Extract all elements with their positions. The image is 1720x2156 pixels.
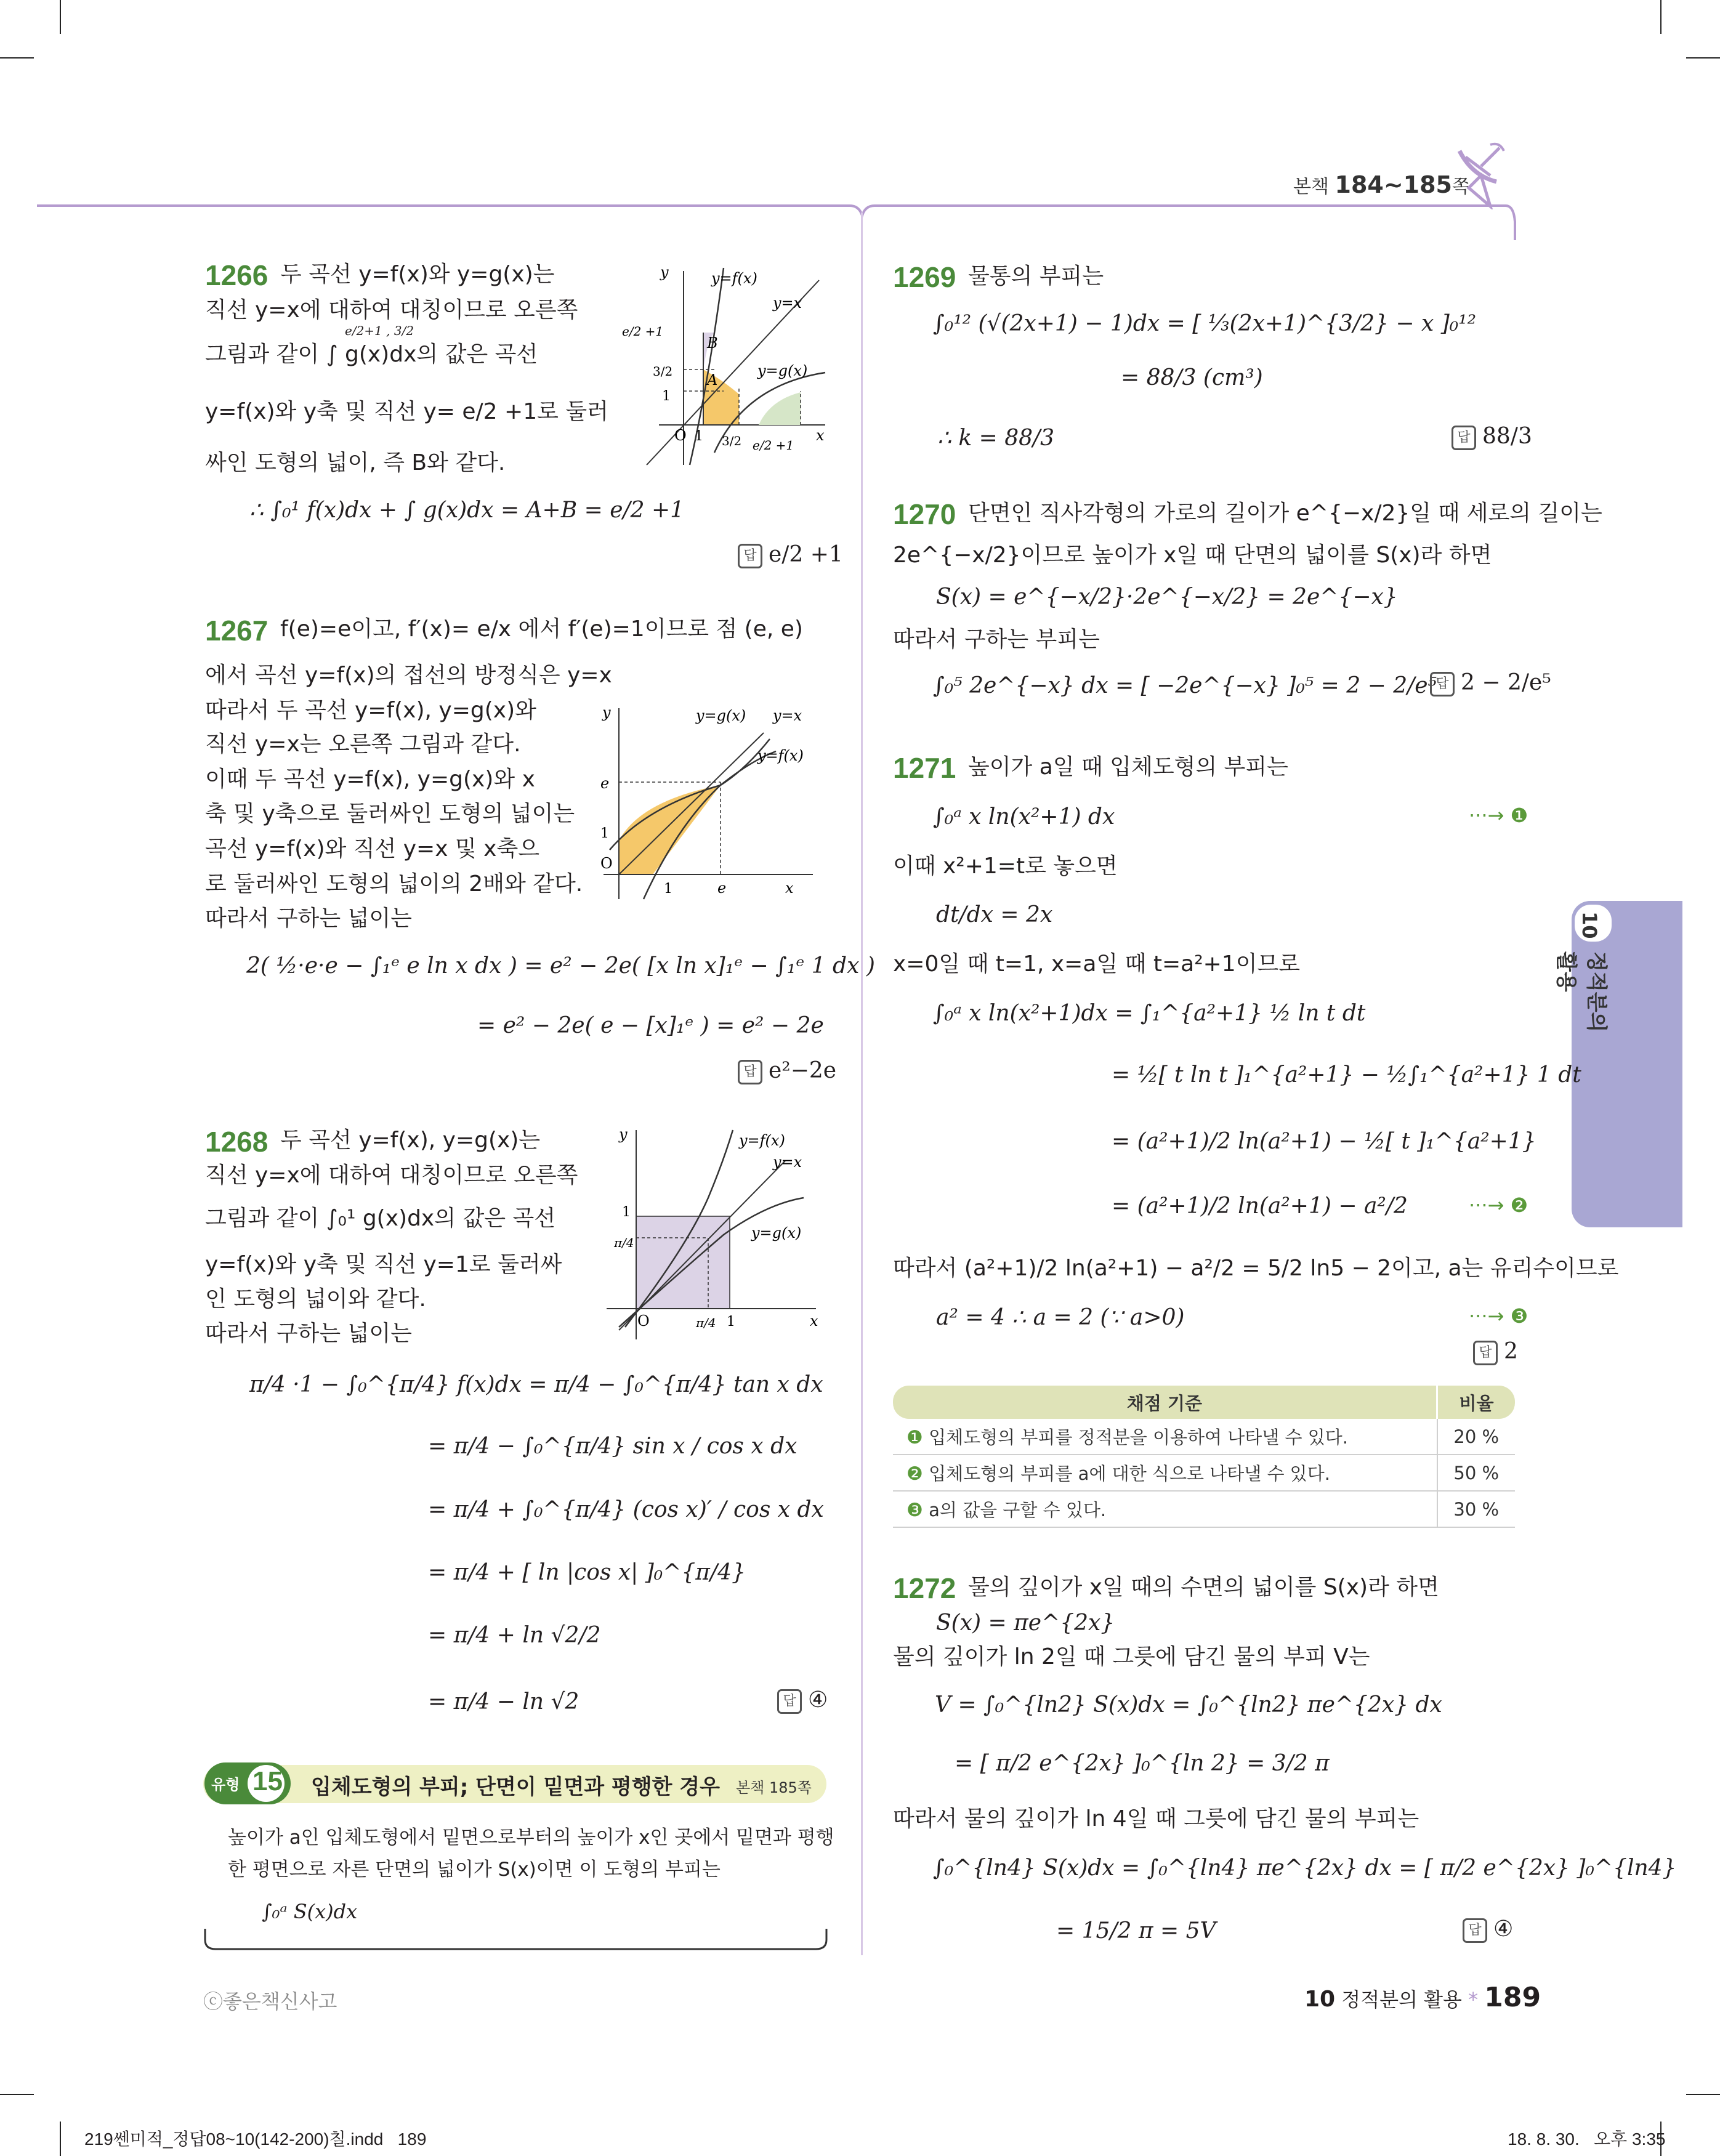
g1267-label-x1: 1 [664, 881, 672, 897]
g1266-label-xt1: 1 [695, 429, 703, 444]
p1269-line2: ∫₀¹² (√(2x+1) − 1)dx = [ ⅓(2x+1)^{3/2} − x ]₀¹² [933, 311, 1477, 336]
scoring-header-row [893, 1386, 1515, 1419]
scoring-criteria-cell [893, 1491, 1437, 1527]
g1266-label-xt2: 3/2 [722, 434, 742, 448]
scoring-mark: ❶ [906, 1427, 923, 1448]
p1266-line2: 직선 y=x에 대하여 대칭이므로 오른쪽 [205, 297, 578, 323]
scoring-table [893, 1386, 1515, 1528]
problem-1272-number: 1272 [893, 1572, 956, 1604]
p1267-line7: 곡선 y=f(x)와 직선 y=x 및 x축으 [205, 836, 540, 862]
g1266-label-yt2: 3/2 [653, 364, 673, 379]
p1268-line2: 직선 y=x에 대하여 대칭이므로 오른쪽 [205, 1163, 578, 1188]
p1270-line1: 단면인 직사각형의 가로의 길이가 e^{−x/2}일 때 세로의 길이는 [968, 501, 1602, 526]
g1267-label-yx: y=x [773, 707, 802, 724]
p1266-answer-value: e/2 +1 [769, 542, 843, 567]
scoring-text: 입체도형의 부피를 a에 대한 식으로 나타낼 수 있다. [929, 1463, 1330, 1484]
p1268-line3: 그림과 같이 ∫₀¹ g(x)dx의 값은 곡선 [205, 1206, 555, 1231]
p1266-answer [738, 542, 843, 568]
p1270-line3: S(x) = e^{−x/2}·2e^{−x/2} = 2e^{−x} [936, 584, 1398, 610]
g1267-label-g: y=g(x) [696, 707, 746, 724]
p1267-line10: 2( ½·e·e − ∫₁ᵉ e ln x dx ) = e² − 2e( [x ln x]₁ᵉ − ∫₁ᵉ 1 dx ) [246, 953, 875, 979]
p1268-eq4: = π/4 + [ ln |cos x| ]₀^{π/4} [428, 1560, 746, 1585]
g1268-label-x1: 1 [727, 1314, 735, 1330]
mark1-value: ❶ [1510, 804, 1528, 827]
p1268-line5: 인 도형의 넓이와 같다. [205, 1286, 426, 1312]
p1271-line9: = (a²+1)/2 ln(a²+1) − a²/2 [1112, 1193, 1408, 1219]
p1271-answer-value: 2 [1504, 1339, 1518, 1364]
type-15-title: 입체도형의 부피; 단면이 밑면과 평행한 경우 [311, 1775, 720, 1799]
g1268-label-ypi4: π/4 [614, 1235, 634, 1250]
g1266-label-x: x [816, 427, 825, 444]
type-15-line3: ∫₀ᵃ S(x)dx [262, 1900, 358, 1923]
p1271-mark1: ···→ ❶ [1469, 804, 1528, 827]
g1268-label-xpi4: π/4 [696, 1315, 716, 1330]
g1266-label-y: y [660, 264, 669, 281]
g1268-label-x: x [810, 1312, 818, 1330]
g1268-label-y1: 1 [622, 1205, 631, 1220]
p1267-answer-value: e²−2e [769, 1058, 837, 1083]
p1268-graph [600, 1124, 828, 1352]
p1272-answer-value: ④ [1493, 1916, 1514, 1942]
mark3-value: ❸ [1510, 1304, 1528, 1328]
p1270-line5: ∫₀⁵ 2e^{−x} dx = [ −2e^{−x} ]₀⁵ = 2 − 2/e⁵ [933, 673, 1437, 698]
problem-1267-number: 1267 [205, 615, 268, 647]
p1267-line5: 이때 두 곡선 y=f(x), y=g(x)와 x [205, 767, 535, 792]
p1272-line2: S(x) = πe^{2x} [936, 1610, 1115, 1636]
g1267-label-f: y=f(x) [757, 747, 804, 764]
scoring-row [893, 1491, 1515, 1527]
footer-date: 18. 8. 30. 오후 3:35 [1508, 2130, 1666, 2149]
p1266-line4: y=f(x)와 y축 및 직선 y= e/2 +1로 둘러 [205, 399, 608, 424]
problem-1271-number: 1271 [893, 752, 956, 784]
p1272-line1: 물의 깊이가 x일 때의 수면의 넓이를 S(x)라 하면 [968, 1575, 1439, 1600]
p1269-line4: ∴ k = 88/3 [937, 426, 1055, 451]
answer-icon: 답 [738, 544, 762, 568]
p1268-answer [777, 1687, 828, 1714]
type-15-bracket [203, 1928, 828, 1952]
p1271-line4: dt/dx = 2x [936, 902, 1053, 927]
p1268-eq6: = π/4 − ln √2 [428, 1689, 579, 1714]
scoring-text: a의 값을 구할 수 있다. [929, 1500, 1107, 1520]
p1267-line2: 에서 곡선 y=f(x)의 접선의 방정식은 y=x [205, 663, 612, 688]
p1268-line1: 두 곡선 y=f(x), y=g(x)는 [280, 1128, 541, 1153]
type-15-ref: 본책 185쪽 [736, 1779, 812, 1796]
g1266-label-yt3: 1 [662, 389, 671, 404]
scoring-criteria-cell [893, 1455, 1437, 1491]
p1272-line8: = 15/2 π = 5V [1056, 1918, 1216, 1944]
p1272-line4: V = ∫₀^{ln2} S(x)dx = ∫₀^{ln2} πe^{2x} dx [935, 1692, 1442, 1718]
p1267-line3: 따라서 두 곡선 y=f(x), y=g(x)와 [205, 698, 536, 723]
g1268-label-f: y=f(x) [739, 1132, 785, 1149]
p1268-eq2: = π/4 − ∫₀^{π/4} sin x / cos x dx [428, 1434, 797, 1459]
p1268-line4: y=f(x)와 y축 및 직선 y=1로 둘러싸 [205, 1252, 562, 1277]
answer-icon: 답 [777, 1689, 802, 1714]
p1267-line4: 직선 y=x는 오른쪽 그림과 같다. [205, 732, 521, 757]
p1268-line6: 따라서 구하는 넓이는 [205, 1321, 412, 1346]
scoring-mark: ❷ [906, 1463, 923, 1485]
g1267-label-O: O [600, 855, 613, 872]
p1267-line11: = e² − 2e( e − [x]₁ᵉ ) = e² − 2e [477, 1013, 824, 1038]
p1268-answer-value: ④ [808, 1687, 828, 1713]
footer-file: 219쎈미적_정답08~10(142-200)칠.indd 189 [84, 2130, 427, 2149]
chapter-tab-title: 정적분의 활용 [1554, 951, 1609, 1033]
p1271-mark2: ···→ ❷ [1469, 1193, 1528, 1217]
g1266-label-B: B [707, 334, 718, 352]
p1269-line3: = 88/3 (cm³) [1121, 365, 1263, 390]
problem-1268-number: 1268 [205, 1126, 268, 1158]
scoring-ratio-cell: 50 % [1437, 1455, 1516, 1491]
g1266-label-O: O [674, 427, 687, 444]
g1266-label-f: y=f(x) [711, 270, 757, 287]
p1267-graph [597, 702, 825, 905]
p1271-line7: = ½[ t ln t ]₁^{a²+1} − ½∫₁^{a²+1} 1 dt [1112, 1062, 1581, 1088]
footer-chapter [1304, 1982, 1541, 2013]
scoring-text: 입체도형의 부피를 정적분을 이용하여 나타낼 수 있다. [929, 1427, 1348, 1448]
p1271-mark3: ···→ ❸ [1469, 1304, 1528, 1328]
answer-icon: 답 [1473, 1341, 1498, 1365]
scoring-header-criteria: 채점 기준 [893, 1386, 1437, 1419]
header-rule [37, 197, 1527, 246]
problem-1270-number: 1270 [893, 498, 956, 530]
p1267-line9: 따라서 구하는 넓이는 [205, 906, 412, 931]
g1266-label-yt1: e/2 +1 [622, 324, 664, 339]
chapter-tab-num-text: 10 [1578, 911, 1601, 939]
p1268-eq5: = π/4 + ln √2/2 [428, 1623, 601, 1648]
g1267-label-ye: e [600, 775, 610, 792]
answer-icon: 답 [1452, 426, 1476, 450]
p1267-line6: 축 및 y축으로 둘러싸인 도형의 넓이는 [205, 801, 575, 826]
p1267-line1: f(e)=e이고, f′(x)= e/x 에서 f′(e)=1이므로 점 (e, e) [280, 616, 803, 642]
p1272-answer [1463, 1916, 1513, 1943]
p1272-line7: ∫₀^{ln4} S(x)dx = ∫₀^{ln4} πe^{2x} dx = [ π/2 e^{2x} ]₀^{ln4} [933, 1855, 1677, 1881]
p1270-line2: 2e^{−x/2}이므로 높이가 x일 때 단면의 넓이를 S(x)라 하면 [893, 543, 1492, 568]
type-15-line1: 높이가 a인 입체도형에서 밑면으로부터의 높이가 x인 곳에서 밑면과 평행 [228, 1827, 834, 1849]
p1269-answer-value: 88/3 [1482, 424, 1532, 449]
answer-icon: 답 [738, 1060, 762, 1084]
scoring-criteria-cell [893, 1419, 1437, 1455]
p1267-answer [738, 1058, 836, 1084]
type-15-badge-label: 유형 [211, 1776, 240, 1793]
p1266-line3-limits: e/2+1 , 3/2 [345, 323, 414, 338]
footer-chapter-num: 10 [1304, 1987, 1336, 2012]
p1271-line8: = (a²+1)/2 ln(a²+1) − ½[ t ]₁^{a²+1} [1112, 1129, 1536, 1154]
type-15-num: 15 [252, 1766, 283, 1796]
chapter-side-tab [1572, 901, 1682, 1227]
p1266-graph [616, 262, 838, 471]
g1266-label-yx: y=x [773, 294, 802, 312]
answer-icon: 답 [1463, 1918, 1487, 1943]
footer-copyright: ⓒ좋은책신사고 [203, 1990, 337, 2013]
p1271-line11: a² = 4 ∴ a = 2 (∵ a>0) [936, 1305, 1185, 1330]
scoring-header-ratio: 비율 [1437, 1386, 1516, 1419]
g1268-label-O: O [637, 1312, 650, 1330]
p1269-answer [1452, 424, 1532, 450]
g1268-label-g: y=g(x) [751, 1224, 802, 1242]
p1268-eq3: = π/4 + ∫₀^{π/4} (cos x)′ / cos x dx [428, 1497, 824, 1522]
scoring-mark: ❸ [906, 1500, 923, 1521]
scoring-row [893, 1455, 1515, 1491]
footer-star: * [1468, 1988, 1479, 2011]
g1266-label-A: A [707, 371, 718, 389]
g1266-label-xt3: e/2 +1 [753, 438, 794, 453]
p1271-line2: ∫₀ᵃ x ln(x²+1) dx [933, 804, 1115, 830]
header-page-ref [1293, 171, 1470, 198]
p1266-line3: 그림과 같이 ∫ g(x)dx의 값은 곡선 [205, 342, 538, 367]
p1268-eq1: π/4 ·1 − ∫₀^{π/4} f(x)dx = π/4 − ∫₀^{π/4} tan x dx [249, 1372, 823, 1397]
ref-prefix: 본책 [1293, 176, 1329, 198]
scoring-ratio-cell: 30 % [1437, 1491, 1516, 1527]
footer-chapter-title: 정적분의 활용 [1341, 1988, 1462, 2011]
p1272-line6: 따라서 물의 깊이가 ln 4일 때 그릇에 담긴 물의 부피는 [893, 1806, 1419, 1831]
g1268-label-y: y [619, 1126, 628, 1143]
g1266-label-g: y=g(x) [757, 362, 808, 379]
g1268-label-yx: y=x [773, 1153, 802, 1171]
p1266-line5: 싸인 도형의 넓이, 즉 B와 같다. [205, 450, 506, 475]
p1269-line1: 물통의 부피는 [968, 264, 1104, 289]
p1266-line1: 두 곡선 y=f(x)와 y=g(x)는 [280, 262, 555, 287]
g1267-label-y: y [602, 704, 611, 721]
p1267-line8: 로 둘러싸인 도형의 넓이의 2배와 같다. [205, 871, 583, 897]
ref-pages: 184~185 [1334, 171, 1452, 198]
p1270-answer-value: 2 − 2/e⁵ [1461, 670, 1551, 695]
g1267-label-x: x [785, 879, 794, 897]
scoring-row [893, 1419, 1515, 1455]
p1271-line5: x=0일 때 t=1, x=a일 때 t=a²+1이므로 [893, 951, 1301, 977]
p1271-line6: ∫₀ᵃ x ln(x²+1)dx = ∫₁^{a²+1} ½ ln t dt [933, 1001, 1366, 1026]
p1271-line1: 높이가 a일 때 입체도형의 부피는 [968, 754, 1288, 780]
mark2-value: ❷ [1510, 1193, 1528, 1217]
p1270-answer [1430, 670, 1551, 696]
ref-suffix: 쪽 [1452, 176, 1470, 198]
problem-1266-number: 1266 [205, 259, 268, 291]
p1272-line3: 물의 깊이가 ln 2일 때 그릇에 담긴 물의 부피 V는 [893, 1644, 1370, 1669]
scoring-ratio-cell: 20 % [1437, 1419, 1516, 1455]
footer-page-number: 189 [1484, 1982, 1541, 2013]
p1266-line6: ∴ ∫₀¹ f(x)dx + ∫ g(x)dx = A+B = e/2 +1 [249, 498, 685, 523]
p1272-line5: = [ π/2 e^{2x} ]₀^{ln 2} = 3/2 π [955, 1751, 1330, 1776]
g1267-label-xe: e [717, 879, 727, 897]
answer-icon: 답 [1430, 672, 1455, 696]
p1270-line4: 따라서 구하는 부피는 [893, 627, 1100, 652]
g1267-label-y1: 1 [600, 826, 609, 841]
type-15-line2: 한 평면으로 자른 단면의 넓이가 S(x)이면 이 도형의 부피는 [228, 1859, 721, 1881]
column-divider [861, 212, 863, 1955]
problem-1269-number: 1269 [893, 261, 956, 293]
p1271-line10: 따라서 (a²+1)/2 ln(a²+1) − a²/2 = 5/2 ln5 − 2이고, a는 유리수이므로 [893, 1256, 1619, 1281]
p1271-line3: 이때 x²+1=t로 놓으면 [893, 854, 1118, 879]
p1271-answer [1473, 1339, 1518, 1365]
